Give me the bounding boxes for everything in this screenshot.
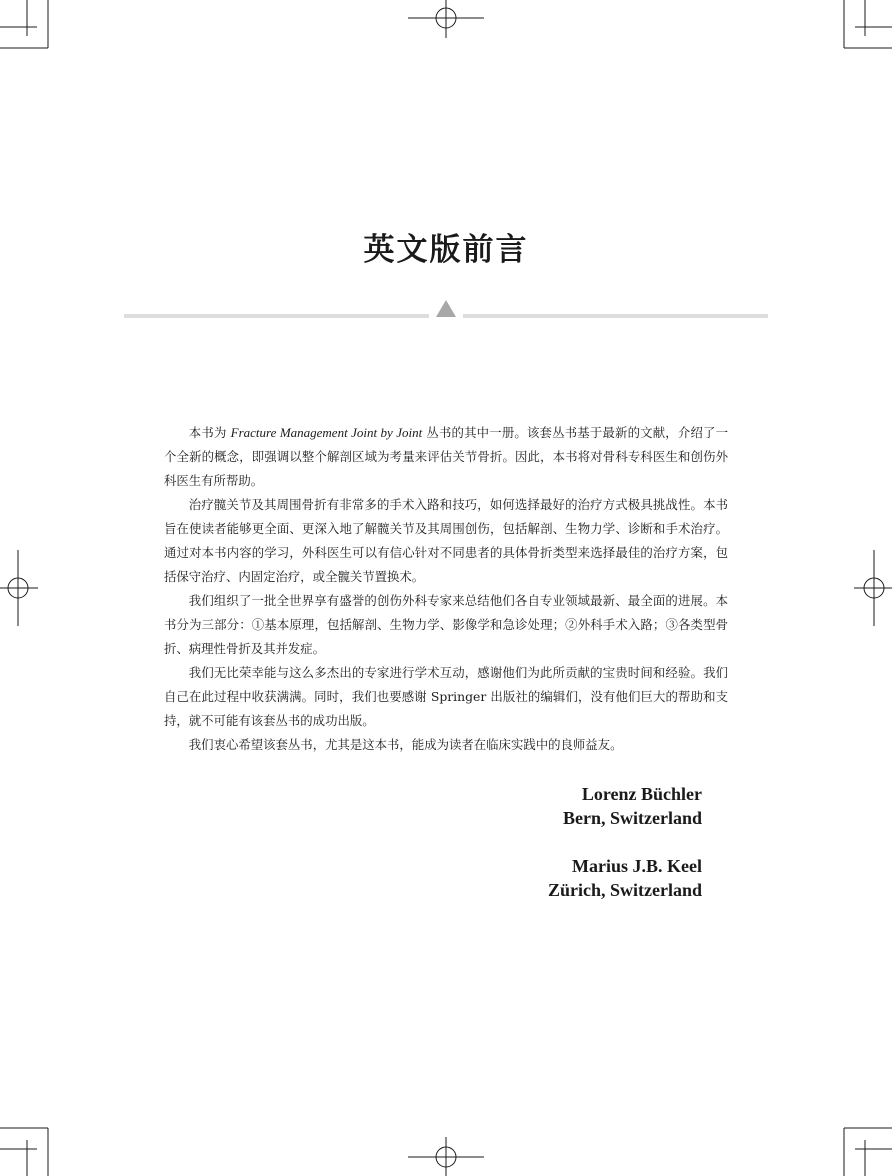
paragraph-series-intro (164, 421, 728, 493)
divider-line-left (124, 314, 429, 318)
page-title: 英文版前言 (363, 232, 529, 268)
paragraph-hip-treatment: 治疗髋关节及其周围骨折有非常多的手术入路和技巧，如何选择最好的治疗方式极具挑战性。本书旨在使读者能够更全面、更深入地了解髋关节及其周围创伤，包括解剖、生物力学、诊断和手术治疗。通过对本书内容的学习，外科医生可以有信心针对不同患者的具体骨折类型来选择最佳的治疗方案，包括保守治疗、内固定治疗，或全髋关节置换术。 (164, 497, 728, 584)
series-name: Fracture Management Joint by Joint (230, 425, 423, 440)
crop-mark-top-left (0, 0, 48, 48)
author-location: Bern, Switzerland (563, 808, 702, 828)
paragraph-book-structure: 我们组织了一批全世界享有盛誉的创伤外科专家来总结他们各自专业领域最新、最全面的进展。本书分为三部分：①基本原理，包括解剖、生物力学、影像学和急诊处理；②外科手术入路；③各类型骨折、病理性骨折及其并发症。 (164, 593, 728, 656)
author-name: Lorenz Büchler (581, 784, 702, 804)
registration-mark-top (408, 0, 484, 38)
author-location: Zürich, Switzerland (547, 880, 702, 900)
signature-author-2 (548, 854, 702, 902)
paragraph-1-after: 丛书的其中一册。该套丛书基于最新的文献，介绍了一个全新的概念，即强调以整个解剖区域为考量来评估关节骨折。因此，本书将对骨科专科医生和创伤外科医生有所帮助。 (164, 425, 728, 488)
registration-mark-bottom (408, 1137, 484, 1176)
crop-mark-bottom-right (844, 1128, 892, 1176)
paragraph-1-before: 本书为 (188, 425, 231, 440)
signature-author-1 (548, 782, 702, 830)
signature-area (548, 782, 702, 902)
divider-line-right (463, 314, 768, 318)
crop-mark-bottom-left (0, 1128, 48, 1176)
divider-triangle-icon (436, 300, 456, 317)
preface-body (164, 421, 728, 757)
paragraph-acknowledgement: 我们无比荣幸能与这么多杰出的专家进行学术互动，感谢他们为此所贡献的宝贵时间和经验。我们自己在此过程中收获满满。同时，我们也要感谢 Springer 出版社的编辑们，没有他们巨大的帮助和支持，就不可能有该套丛书的成功出版。 (164, 665, 728, 728)
crop-mark-top-right (844, 0, 892, 48)
paragraph-closing-wish: 我们衷心希望该套丛书，尤其是这本书，能成为读者在临床实践中的良师益友。 (188, 737, 623, 752)
registration-mark-right (854, 550, 892, 626)
registration-mark-left (0, 550, 38, 626)
author-name: Marius J.B. Keel (572, 856, 702, 876)
title-divider (124, 296, 768, 322)
